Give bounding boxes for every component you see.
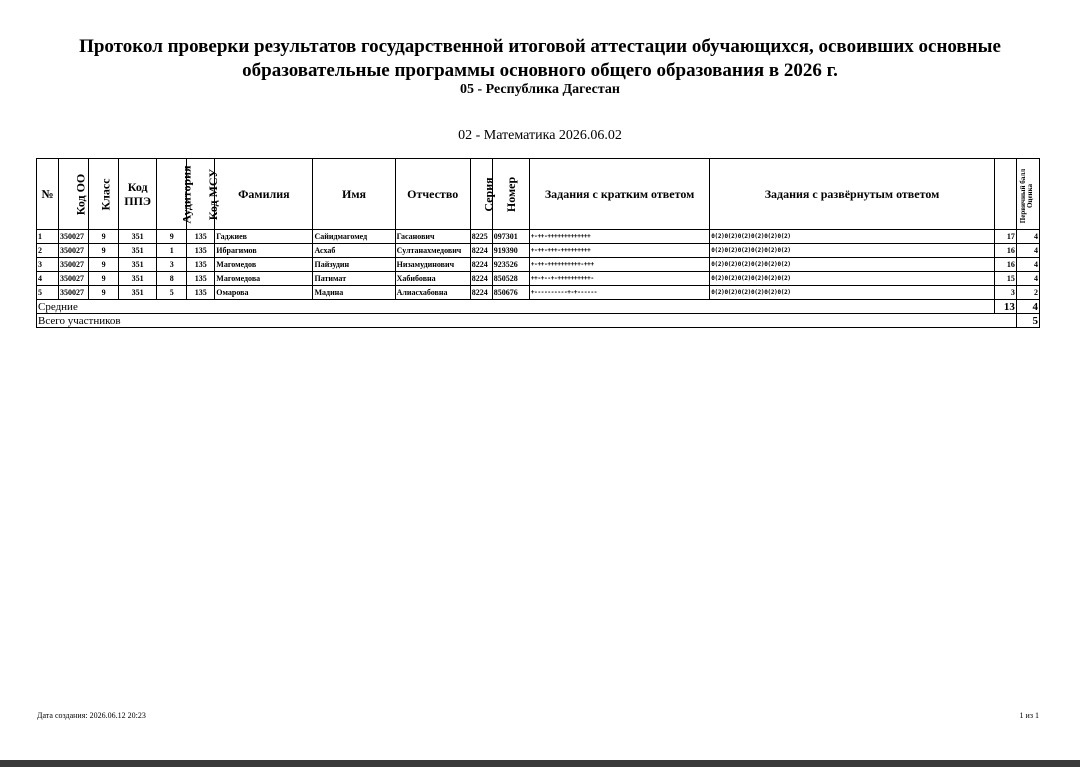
cell-surname: Магомедова [215,272,313,286]
average-score: 13 [994,300,1016,314]
cell-series: 8224 [470,286,492,300]
col-number: Номер [492,159,529,230]
cell-score: 16 [994,244,1016,258]
col-primary-score: Первичный балл [994,159,1016,230]
cell-surname: Магомедов [215,258,313,272]
cell-grade: 4 [1016,230,1039,244]
col-surname: Фамилия [215,159,313,230]
cell-long-answers: 0(2)0(2)0(2)0(2)0(2)0(2) [710,230,995,244]
cell-series: 8224 [470,258,492,272]
cell-patronymic: Султанахмедович [395,244,470,258]
col-num: № [37,159,59,230]
col-name: Имя [313,159,395,230]
cell-score: 16 [994,258,1016,272]
cell-surname: Омарова [215,286,313,300]
cell-code-ppe: 351 [119,258,157,272]
cell-series: 8224 [470,244,492,258]
cell-grade: 4 [1016,272,1039,286]
cell-num: 5 [37,286,59,300]
cell-num: 1 [37,230,59,244]
region-label: 05 - Республика Дагестан [460,82,620,97]
col-code-ppe: Код ППЭ [119,159,157,230]
cell-code-msu: 135 [187,244,215,258]
cell-series: 8225 [470,230,492,244]
cell-code-oo: 350027 [59,258,89,272]
protocol-title [30,35,1050,83]
cell-num: 2 [37,244,59,258]
col-class: Класс [89,159,119,230]
table-row [37,230,1040,244]
cell-class: 9 [89,258,119,272]
cell-grade: 4 [1016,244,1039,258]
cell-long-answers: 0(2)0(2)0(2)0(2)0(2)0(2) [710,244,995,258]
table-row [37,244,1040,258]
cell-code-msu: 135 [187,286,215,300]
col-code-oo: Код ОО [59,159,89,230]
title-line-1: Протокол проверки результатов государственной итоговой аттестации обучающихся, освоивших основные [79,36,1001,57]
col-patronymic: Отчество [395,159,470,230]
cell-class: 9 [89,272,119,286]
cell-name: Патимат [313,272,395,286]
cell-code-msu: 135 [187,230,215,244]
cell-num: 3 [37,258,59,272]
cell-patronymic: Алиасхабовна [395,286,470,300]
cell-long-answers: 0(2)0(2)0(2)0(2)0(2)0(2) [710,258,995,272]
cell-number: 919390 [492,244,529,258]
cell-code-msu: 135 [187,272,215,286]
cell-class: 9 [89,286,119,300]
subject-label: 02 - Математика 2026.06.02 [458,128,622,143]
cell-num: 4 [37,272,59,286]
cell-name: Пайзудин [313,258,395,272]
creation-date: Дата создания: 2026.06.12 20:23 [37,711,146,720]
cell-surname: Ибрагимов [215,244,313,258]
cell-short-answers: +----------+-+------ [529,286,709,300]
cell-code-ppe: 351 [119,230,157,244]
cell-auditorium: 3 [157,258,187,272]
table-row [37,286,1040,300]
col-auditorium: Аудитория [157,159,187,230]
cell-number: 923526 [492,258,529,272]
cell-auditorium: 8 [157,272,187,286]
cell-auditorium: 5 [157,286,187,300]
cell-auditorium: 9 [157,230,187,244]
cell-name: Асхаб [313,244,395,258]
cell-name: Мадина [313,286,395,300]
cell-patronymic: Низамудинович [395,258,470,272]
bottom-bar [0,760,1080,767]
total-label: Всего участников [37,314,1017,328]
cell-name: Сайидмагомед [313,230,395,244]
cell-grade: 4 [1016,258,1039,272]
cell-code-ppe: 351 [119,272,157,286]
averages-row [37,300,1040,314]
total-value: 5 [1016,314,1039,328]
page-counter: 1 из 1 [1019,711,1039,720]
cell-long-answers: 0(2)0(2)0(2)0(2)0(2)0(2) [710,286,995,300]
col-grade: Оценка [1016,159,1039,230]
cell-code-ppe: 351 [119,244,157,258]
cell-code-oo: 350027 [59,244,89,258]
table-header-row [37,159,1040,230]
cell-short-answers: +-++-++++++++++-+++ [529,258,709,272]
col-code-msu: Код МСУ [187,159,215,230]
cell-short-answers: +-++-+++++++++++++ [529,230,709,244]
cell-score: 3 [994,286,1016,300]
averages-label: Средние [37,300,995,314]
cell-class: 9 [89,244,119,258]
cell-code-oo: 350027 [59,272,89,286]
average-grade: 4 [1016,300,1039,314]
cell-code-ppe: 351 [119,286,157,300]
results-table [36,158,1040,328]
cell-number: 850676 [492,286,529,300]
cell-short-answers: ++-+--+-++++++++++- [529,272,709,286]
cell-series: 8224 [470,272,492,286]
cell-auditorium: 1 [157,244,187,258]
cell-class: 9 [89,230,119,244]
col-series: Серия [470,159,492,230]
cell-score: 15 [994,272,1016,286]
table-row [37,258,1040,272]
total-row [37,314,1040,328]
cell-code-oo: 350027 [59,286,89,300]
cell-code-msu: 135 [187,258,215,272]
cell-number: 850528 [492,272,529,286]
col-short-tasks: Задания с кратким ответом [529,159,709,230]
col-long-tasks: Задания с развёрнутым ответом [710,159,995,230]
cell-short-answers: +-++-+++-+++++++++ [529,244,709,258]
cell-grade: 2 [1016,286,1039,300]
cell-long-answers: 0(2)0(2)0(2)0(2)0(2)0(2) [710,272,995,286]
table-row [37,272,1040,286]
cell-code-oo: 350027 [59,230,89,244]
title-line-2: образовательные программы основного общего образования в 2026 г. [242,60,838,81]
cell-surname: Гаджиев [215,230,313,244]
cell-patronymic: Гасанович [395,230,470,244]
cell-patronymic: Хабибовна [395,272,470,286]
cell-number: 097301 [492,230,529,244]
cell-score: 17 [994,230,1016,244]
